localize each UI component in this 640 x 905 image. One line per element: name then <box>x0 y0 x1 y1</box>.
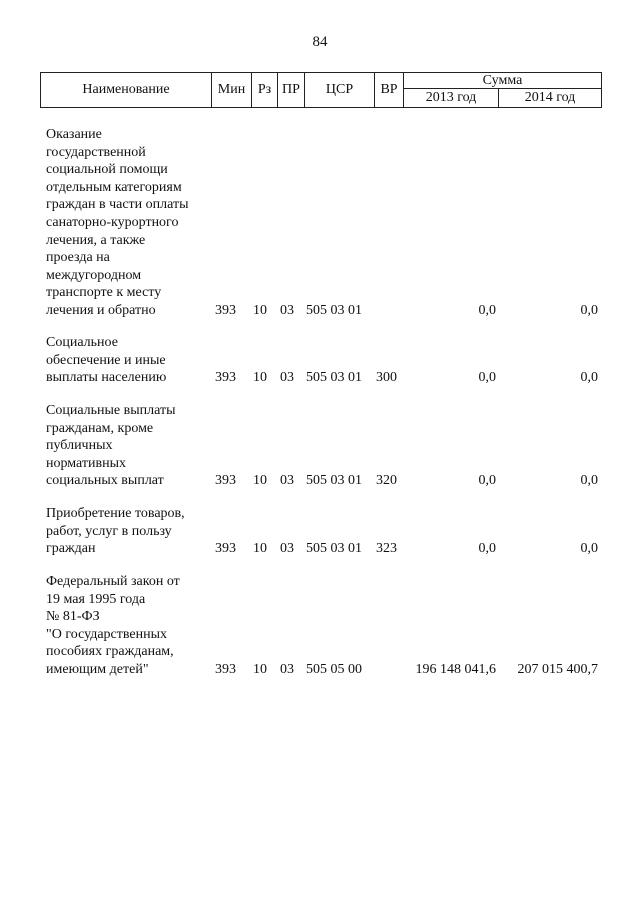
row-vr: 300 <box>376 370 397 385</box>
page-number: 84 <box>312 34 328 50</box>
header-min: Мин <box>212 73 252 107</box>
row-rz: 10 <box>253 370 267 385</box>
row-sum-2014: 0,0 <box>580 370 598 385</box>
row-name: Оказание государственной социальной помощи отдельным категориям граждан в части оплаты санаторно-курортного лечения, а также проезда на междугородном транспорте к месту лечения и обратно <box>46 127 189 318</box>
row-sum-2013: 196 148 041,6 <box>415 662 496 677</box>
row-pr: 03 <box>280 473 294 488</box>
row-min: 393 <box>215 541 236 556</box>
row-name: Социальные выплаты гражданам, кроме публичных нормативных социальных выплат <box>46 403 176 489</box>
row-csr: 505 05 00 <box>306 662 362 677</box>
row-min: 393 <box>215 370 236 385</box>
row-min: 393 <box>215 662 236 677</box>
row-pr: 03 <box>280 303 294 318</box>
header-vr: ВР <box>375 73 404 107</box>
row-sum-2013: 0,0 <box>478 370 496 385</box>
row-sum-2014: 0,0 <box>580 303 598 318</box>
row-rz: 10 <box>253 662 267 677</box>
row-min: 393 <box>215 303 236 318</box>
header-sum: Сумма <box>404 73 601 89</box>
row-pr: 03 <box>280 662 294 677</box>
row-csr: 505 03 01 <box>306 370 362 385</box>
row-sum-2013: 0,0 <box>478 303 496 318</box>
row-name: Приобретение товаров, работ, услуг в пользу граждан <box>46 506 185 557</box>
header-year-2014: 2014 год <box>524 90 576 105</box>
header-pr: ПР <box>278 73 305 107</box>
table-header <box>40 72 602 108</box>
row-rz: 10 <box>253 303 267 318</box>
row-csr: 505 03 01 <box>306 303 362 318</box>
row-sum-2014: 0,0 <box>580 473 598 488</box>
row-rz: 10 <box>253 473 267 488</box>
header-rz: Рз <box>252 73 278 107</box>
row-sum-2014: 207 015 400,7 <box>517 662 598 677</box>
row-sum-2013: 0,0 <box>478 541 496 556</box>
row-sum-2014: 0,0 <box>580 541 598 556</box>
row-vr: 323 <box>376 541 397 556</box>
row-pr: 03 <box>280 370 294 385</box>
header-csr: ЦСР <box>305 73 375 107</box>
row-pr: 03 <box>280 541 294 556</box>
header-year-2013: 2013 год <box>404 89 499 107</box>
header-sum-group <box>404 73 601 107</box>
row-sum-2013: 0,0 <box>478 473 496 488</box>
row-name: Федеральный закон от 19 мая 1995 года № 81-ФЗ "О государственных пособиях гражданам, имеющим детей" <box>46 574 180 677</box>
row-name: Социальное обеспечение и иные выплаты населению <box>46 335 167 386</box>
row-rz: 10 <box>253 541 267 556</box>
row-csr: 505 03 01 <box>306 541 362 556</box>
row-min: 393 <box>215 473 236 488</box>
row-csr: 505 03 01 <box>306 473 362 488</box>
row-vr: 320 <box>376 473 397 488</box>
header-name: Наименование <box>41 73 212 107</box>
